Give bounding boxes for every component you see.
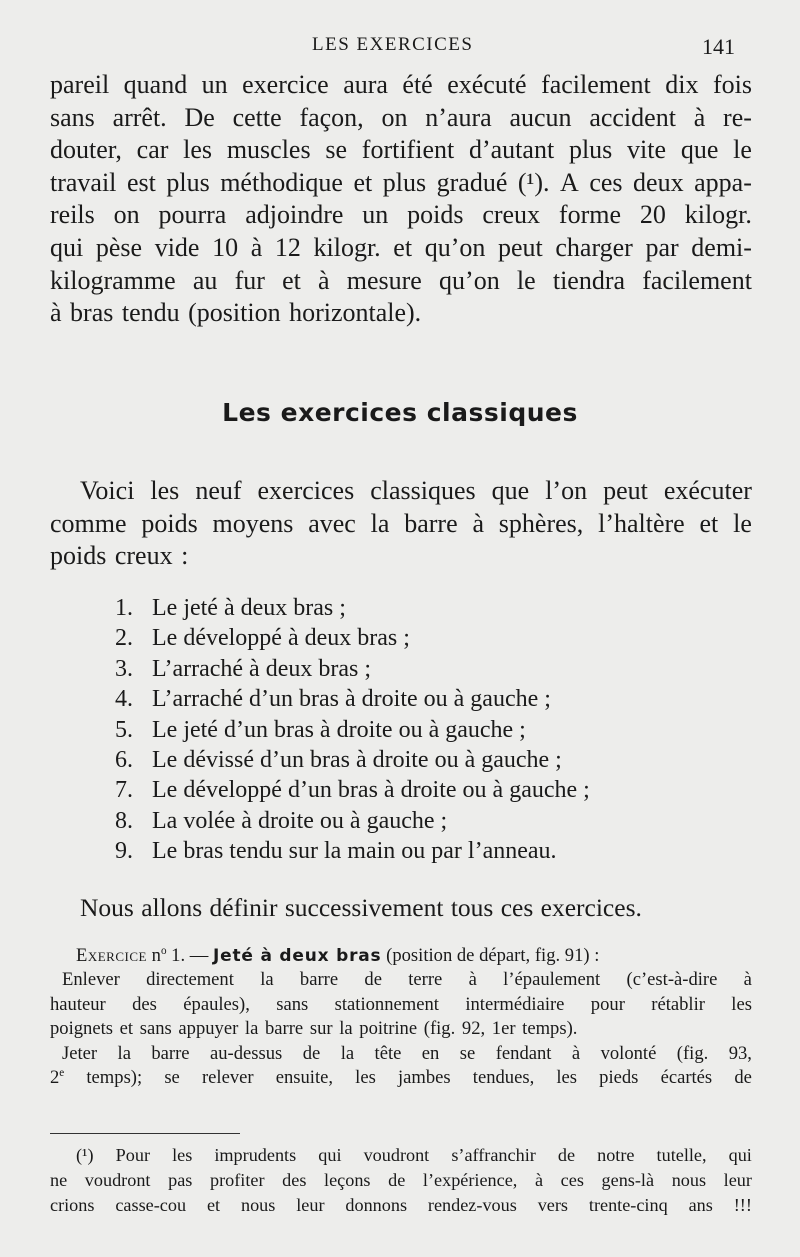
list-item-text: Le jeté d’un bras à droite ou à gauche ; — [152, 716, 526, 743]
list-item-number: 7. — [115, 777, 133, 804]
list-item-number: 2. — [115, 625, 133, 652]
footnote-line: ne voudront pas profiter des leçons de l’expérience, à ces gens-là nous leur — [50, 1170, 752, 1190]
text-line: Voici les neuf exercices classiques que l’on peut exécuter — [80, 476, 752, 505]
list-item-text: Le bras tendu sur la main ou par l’anneau. — [152, 838, 557, 865]
list-item — [115, 593, 675, 623]
text-line: Jeter la barre au-dessus de la tête en se fendant à volonté (fig. 93, — [62, 1042, 752, 1064]
list-item-text: Le jeté à deux bras ; — [152, 595, 346, 621]
text-line: douter, car les muscles se fortifient d’autant plus vite que le — [50, 135, 752, 165]
exercise-1-section — [50, 944, 752, 1090]
text-line: comme poids moyens avec la barre à sphères, l’haltère et le — [50, 508, 752, 538]
intro-paragraph — [50, 475, 752, 573]
running-title: LES EXERCICES — [312, 34, 474, 55]
list-item-number: 4. — [115, 686, 133, 713]
list-item — [115, 836, 675, 866]
text-line: pareil quand un exercice aura été exécuté facilement dix fois — [50, 70, 752, 99]
text-line: 2e temps); se relever ensuite, les jambes tendues, les pieds écartés de — [50, 1066, 752, 1088]
text-line: poignets et sans appuyer la barre sur la poitrine (fig. 92, 1er temps). — [50, 1018, 578, 1040]
list-item — [115, 745, 675, 775]
list-item — [115, 775, 675, 805]
text-line: reils on pourra adjoindre un poids creux forme 20 kilogr. — [50, 200, 752, 230]
exercise-1-heading — [50, 944, 752, 968]
list-item-text: Le développé d’un bras à droite ou à gauche ; — [152, 777, 590, 804]
list-item — [115, 654, 675, 684]
list-item-text: La volée à droite ou à gauche ; — [152, 807, 448, 834]
text-line: qui pèse vide 10 à 12 kilogr. et qu’on peut charger par demi- — [50, 232, 752, 262]
list-item-number: 5. — [115, 716, 133, 743]
exercise-position: (position de départ, fig. 91) : — [386, 945, 600, 966]
list-item-number: 1. — [115, 595, 133, 621]
footnote-line: crions casse-cou et nous leur donnons rendez-vous vers trente-cinq ans !!! — [50, 1195, 752, 1215]
text-line: sans arrêt. De cette façon, on n’aura aucun accident à re- — [50, 102, 752, 132]
summary-sentence: Nous allons définir successivement tous ces exercices. — [80, 893, 642, 922]
exercise-list — [115, 593, 675, 867]
list-item — [115, 684, 675, 714]
page-header — [0, 34, 800, 64]
text-line: travail est plus méthodique et plus gradué (¹). A ces deux appa- — [50, 167, 752, 197]
footnote-divider — [50, 1133, 240, 1134]
list-item-text: Le développé à deux bras ; — [152, 625, 410, 652]
exercise-dash: — — [189, 945, 209, 966]
exercise-1-paragraph-1 — [50, 968, 752, 1041]
opening-paragraph — [50, 69, 752, 330]
list-item — [115, 715, 675, 745]
list-item-text: L’arraché à deux bras ; — [152, 655, 371, 682]
list-item-text: L’arraché d’un bras à droite ou à gauche ; — [152, 686, 551, 713]
section-heading: Les exercices classiques — [222, 398, 578, 427]
text-line: hauteur des épaules), sans stationnement intermédiaire pour rétablir les — [50, 993, 752, 1015]
text-line: kilogramme au fur et à mesure qu’on le tiendra facilement — [50, 265, 752, 295]
list-item-number: 6. — [115, 746, 133, 773]
footnote — [50, 1143, 752, 1218]
exercise-label: Exercice — [76, 945, 147, 966]
exercise-name: Jeté à deux bras — [213, 946, 382, 966]
page-number: 141 — [702, 34, 735, 59]
exercise-1-paragraph-2 — [50, 1042, 752, 1091]
list-item-number: 9. — [115, 838, 133, 865]
list-item-number: 3. — [115, 655, 133, 682]
list-item-number: 8. — [115, 807, 133, 834]
text-line: poids creux : — [50, 541, 189, 571]
text-line: à bras tendu (position horizontale). — [50, 298, 422, 328]
footnote-line: (¹) Pour les imprudents qui voudront s’affranchir de notre tutelle, qui — [76, 1145, 752, 1165]
exercise-number: $n^o$ 1. — [151, 944, 186, 966]
list-item — [115, 806, 675, 836]
list-item — [115, 623, 675, 653]
list-item-text: Le dévissé d’un bras à droite ou à gauche ; — [152, 746, 562, 773]
text-line: Enlever directement la barre de terre à l’épaulement (c’est-à-dire à — [62, 969, 752, 991]
